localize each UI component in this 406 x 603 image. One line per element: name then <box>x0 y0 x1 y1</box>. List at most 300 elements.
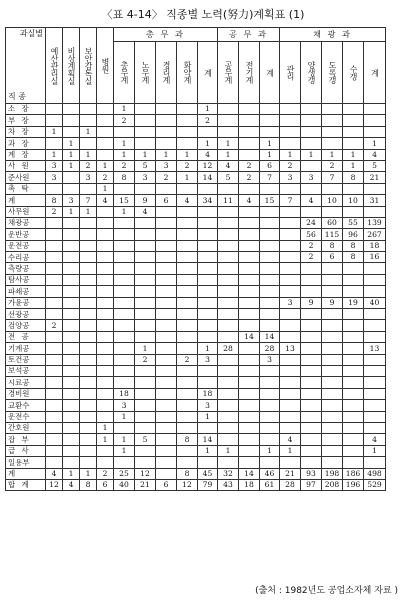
table-cell <box>239 274 260 285</box>
table-cell <box>46 297 63 308</box>
table-cell <box>280 274 301 285</box>
table-row <box>6 263 386 274</box>
table-cell: 1 <box>218 445 239 456</box>
table-cell <box>63 297 80 308</box>
table-cell <box>280 309 301 320</box>
table-cell: 96 <box>343 229 364 240</box>
table-cell: 2 <box>177 354 198 365</box>
table-cell <box>80 320 97 331</box>
table-cell <box>177 457 198 468</box>
table-cell: 1 <box>63 206 80 217</box>
table-cell: 10 <box>322 195 343 206</box>
table-cell: 18 <box>239 479 260 490</box>
table-cell <box>177 343 198 354</box>
table-cell <box>198 377 218 388</box>
table-cell <box>260 297 280 308</box>
table-cell: 6 <box>97 479 114 490</box>
row-label: 운전수 <box>6 411 46 422</box>
table-cell: 1 <box>301 149 322 160</box>
table-cell <box>218 354 239 365</box>
table-cell <box>114 286 135 297</box>
table-cell: 14 <box>239 468 260 479</box>
table-cell <box>198 206 218 217</box>
table-cell <box>364 331 386 342</box>
table-cell <box>135 183 156 194</box>
table-cell <box>239 126 260 137</box>
table-cell: 3 <box>198 354 218 365</box>
table-cell: 4 <box>177 195 198 206</box>
table-cell <box>364 388 386 399</box>
table-cell <box>322 331 343 342</box>
table-cell: 2 <box>97 468 114 479</box>
table-cell: 1 <box>97 422 114 433</box>
table-cell <box>260 434 280 445</box>
table-cell: 1 <box>63 138 80 149</box>
table-cell: 28 <box>260 343 280 354</box>
table-cell: 1 <box>80 206 97 217</box>
table-cell <box>80 217 97 228</box>
table-cell: 498 <box>364 468 386 479</box>
table-cell: 1 <box>97 160 114 171</box>
table-cell <box>301 263 322 274</box>
table-cell <box>280 252 301 263</box>
table-row <box>6 354 386 365</box>
header-row <box>6 28 386 42</box>
table-cell <box>177 183 198 194</box>
table-cell <box>218 274 239 285</box>
table-cell: 6 <box>260 160 280 171</box>
table-cell: 4 <box>301 195 322 206</box>
table-cell: 2 <box>97 172 114 183</box>
column-header <box>198 42 218 104</box>
table-cell <box>301 400 322 411</box>
table-cell <box>218 297 239 308</box>
table-cell: 7 <box>322 172 343 183</box>
table-cell <box>135 286 156 297</box>
table-cell <box>156 183 177 194</box>
table-row <box>6 206 386 217</box>
table-cell <box>343 320 364 331</box>
table-cell <box>364 365 386 376</box>
table-row <box>6 479 386 490</box>
table-cell <box>114 422 135 433</box>
table-cell <box>97 274 114 285</box>
table-cell <box>239 240 260 251</box>
table-cell <box>135 331 156 342</box>
table-row <box>6 115 386 126</box>
column-header <box>218 42 239 104</box>
table-cell <box>156 377 177 388</box>
table-cell <box>156 411 177 422</box>
table-cell: 12 <box>135 468 156 479</box>
row-label: 부 장 <box>6 115 46 126</box>
table-cell <box>198 274 218 285</box>
column-header-label: 계 <box>265 68 275 77</box>
table-row <box>6 468 386 479</box>
table-cell <box>156 138 177 149</box>
table-cell <box>198 457 218 468</box>
table-cell <box>343 343 364 354</box>
table-cell <box>114 229 135 240</box>
table-cell: 1 <box>198 445 218 456</box>
table-cell: 1 <box>114 138 135 149</box>
table-cell <box>364 104 386 115</box>
table-cell <box>46 434 63 445</box>
column-header-label: 도록갱 <box>328 61 337 84</box>
table-cell: 1 <box>198 104 218 115</box>
table-cell: 1 <box>364 138 386 149</box>
table-cell <box>280 388 301 399</box>
table-row <box>6 457 386 468</box>
table-row <box>6 365 386 376</box>
table-cell <box>114 365 135 376</box>
row-label: 준사원 <box>6 172 46 183</box>
table-cell <box>260 388 280 399</box>
table-cell <box>239 206 260 217</box>
table-cell <box>135 320 156 331</box>
corner-bottom-label: 직 종 <box>8 92 26 101</box>
table-cell <box>343 445 364 456</box>
row-label: 경비원 <box>6 388 46 399</box>
table-cell <box>177 274 198 285</box>
column-header <box>46 28 63 104</box>
table-cell: 3 <box>80 172 97 183</box>
table-cell: 18 <box>198 388 218 399</box>
table-cell <box>97 149 114 160</box>
table-cell: 1 <box>343 149 364 160</box>
table-cell <box>301 274 322 285</box>
table-cell <box>364 309 386 320</box>
table-cell <box>80 400 97 411</box>
table-cell <box>198 286 218 297</box>
table-cell: 12 <box>198 160 218 171</box>
row-label: 수리공 <box>6 252 46 263</box>
table-cell: 1 <box>343 160 364 171</box>
table-cell: 1 <box>97 434 114 445</box>
table-cell <box>63 457 80 468</box>
table-cell <box>114 126 135 137</box>
table-row <box>6 377 386 388</box>
table-cell <box>280 138 301 149</box>
table-cell <box>343 138 364 149</box>
table-cell: 1 <box>114 445 135 456</box>
table-cell <box>280 217 301 228</box>
table-cell <box>97 217 114 228</box>
table-cell <box>156 331 177 342</box>
row-label: 계 장 <box>6 149 46 160</box>
table-cell <box>97 457 114 468</box>
table-cell <box>218 217 239 228</box>
table-cell: 2 <box>301 252 322 263</box>
table-cell <box>218 388 239 399</box>
column-header <box>239 42 260 104</box>
table-cell <box>239 149 260 160</box>
table-cell <box>301 126 322 137</box>
row-label: 촉 탁 <box>6 183 46 194</box>
table-cell <box>343 400 364 411</box>
column-header <box>343 42 364 104</box>
table-cell <box>239 320 260 331</box>
table-cell <box>97 240 114 251</box>
column-header-label: 보안감독실 <box>84 46 93 85</box>
table-row <box>6 240 386 251</box>
table-cell <box>239 297 260 308</box>
table-cell <box>80 240 97 251</box>
table-cell: 6 <box>322 252 343 263</box>
table-cell: 2 <box>177 160 198 171</box>
table-cell <box>63 422 80 433</box>
table-cell <box>301 309 322 320</box>
table-cell <box>218 126 239 137</box>
table-cell <box>114 320 135 331</box>
table-cell <box>63 286 80 297</box>
table-cell: 15 <box>114 195 135 206</box>
table-cell <box>322 434 343 445</box>
table-cell <box>218 377 239 388</box>
table-cell <box>260 274 280 285</box>
table-cell: 5 <box>218 172 239 183</box>
column-header <box>280 42 301 104</box>
table-cell <box>280 240 301 251</box>
table-cell <box>156 263 177 274</box>
table-cell <box>46 377 63 388</box>
table-cell: 1 <box>80 126 97 137</box>
table-cell <box>135 274 156 285</box>
table-cell: 4 <box>97 195 114 206</box>
table-cell <box>260 104 280 115</box>
row-label: 사무원 <box>6 206 46 217</box>
labor-plan-table <box>5 27 386 491</box>
table-cell <box>364 263 386 274</box>
table-cell: 3 <box>260 354 280 365</box>
table-cell <box>260 309 280 320</box>
table-cell <box>343 286 364 297</box>
table-cell: 12 <box>177 479 198 490</box>
column-header <box>135 42 156 104</box>
table-cell <box>46 343 63 354</box>
table-cell: 2 <box>46 320 63 331</box>
column-header-label: 계 <box>203 68 213 77</box>
table-cell <box>80 422 97 433</box>
table-cell <box>343 104 364 115</box>
table-cell: 2 <box>239 172 260 183</box>
table-cell <box>343 365 364 376</box>
table-cell <box>218 400 239 411</box>
table-cell <box>301 457 322 468</box>
table-cell <box>135 400 156 411</box>
table-cell: 4 <box>198 149 218 160</box>
table-cell <box>198 320 218 331</box>
row-label: 채광공 <box>6 217 46 228</box>
table-cell <box>135 229 156 240</box>
table-cell <box>239 343 260 354</box>
table-cell: 4 <box>239 195 260 206</box>
table-cell <box>63 126 80 137</box>
table-cell <box>135 411 156 422</box>
table-cell <box>97 320 114 331</box>
table-cell: 8 <box>46 195 63 206</box>
table-cell: 2 <box>80 160 97 171</box>
table-cell <box>80 252 97 263</box>
row-label: 계 <box>6 468 46 479</box>
table-cell <box>239 411 260 422</box>
table-cell <box>46 286 63 297</box>
row-label: 탐사공 <box>6 274 46 285</box>
table-cell <box>280 411 301 422</box>
table-cell <box>156 343 177 354</box>
table-cell <box>46 104 63 115</box>
table-cell <box>177 388 198 399</box>
table-cell <box>343 309 364 320</box>
table-cell <box>198 309 218 320</box>
table-cell <box>156 309 177 320</box>
table-cell <box>80 274 97 285</box>
table-cell <box>46 252 63 263</box>
table-cell <box>46 263 63 274</box>
table-cell <box>322 126 343 137</box>
table-cell: 4 <box>364 434 386 445</box>
row-label: 기계공 <box>6 343 46 354</box>
table-cell: 529 <box>364 479 386 490</box>
table-cell <box>97 388 114 399</box>
table-cell <box>97 309 114 320</box>
table-cell <box>177 126 198 137</box>
table-cell <box>63 377 80 388</box>
table-cell: 9 <box>301 297 322 308</box>
group-header: 공 무 과 <box>218 28 280 42</box>
table-cell <box>156 365 177 376</box>
table-cell: 55 <box>343 217 364 228</box>
table-cell <box>322 422 343 433</box>
table-cell <box>343 457 364 468</box>
table-row <box>6 160 386 171</box>
table-cell <box>177 320 198 331</box>
table-cell <box>364 422 386 433</box>
table-cell <box>135 445 156 456</box>
table-cell: 1 <box>198 411 218 422</box>
table-cell <box>63 172 80 183</box>
table-cell <box>177 252 198 263</box>
table-cell <box>301 422 322 433</box>
table-cell <box>260 252 280 263</box>
table-cell: 43 <box>218 479 239 490</box>
table-cell <box>260 457 280 468</box>
table-row <box>6 400 386 411</box>
table-cell <box>260 115 280 126</box>
table-cell: 8 <box>343 252 364 263</box>
table-cell <box>364 274 386 285</box>
column-header-label: 병원 <box>101 58 110 73</box>
table-cell: 8 <box>177 468 198 479</box>
table-cell <box>46 388 63 399</box>
table-cell: 1 <box>260 149 280 160</box>
table-cell <box>80 104 97 115</box>
table-cell: 1 <box>80 149 97 160</box>
table-cell <box>46 115 63 126</box>
table-cell: 46 <box>260 468 280 479</box>
table-cell <box>156 468 177 479</box>
table-cell: 4 <box>280 434 301 445</box>
table-cell <box>280 422 301 433</box>
table-cell <box>198 297 218 308</box>
table-cell <box>80 309 97 320</box>
column-header-label: 수갱 <box>349 65 358 81</box>
row-label: 선광공 <box>6 309 46 320</box>
column-header-label: 화약계 <box>183 61 192 84</box>
table-cell <box>322 138 343 149</box>
table-cell <box>280 457 301 468</box>
table-cell <box>343 411 364 422</box>
table-cell <box>239 115 260 126</box>
column-header-label: 관리 <box>286 65 295 81</box>
table-cell <box>135 388 156 399</box>
table-cell <box>156 206 177 217</box>
table-cell <box>280 354 301 365</box>
table-cell: 2 <box>114 115 135 126</box>
table-cell <box>177 263 198 274</box>
table-cell <box>63 183 80 194</box>
column-header-label: 공무계 <box>224 61 233 84</box>
table-cell: 28 <box>218 343 239 354</box>
table-cell: 6 <box>156 479 177 490</box>
table-cell: 8 <box>177 434 198 445</box>
table-row <box>6 183 386 194</box>
table-cell: 1 <box>114 434 135 445</box>
row-label: 사 원 <box>6 160 46 171</box>
table-cell <box>364 354 386 365</box>
table-cell <box>97 411 114 422</box>
row-label: 측량공 <box>6 263 46 274</box>
table-cell <box>63 229 80 240</box>
table-cell <box>46 309 63 320</box>
table-cell: 7 <box>260 172 280 183</box>
table-row <box>6 320 386 331</box>
table-cell <box>364 126 386 137</box>
table-cell <box>156 286 177 297</box>
table-cell <box>80 445 97 456</box>
table-cell: 3 <box>280 172 301 183</box>
table-cell: 2 <box>239 160 260 171</box>
table-cell: 3 <box>280 297 301 308</box>
table-cell <box>218 320 239 331</box>
table-row <box>6 388 386 399</box>
table-cell <box>80 263 97 274</box>
table-cell <box>97 400 114 411</box>
table-cell <box>114 183 135 194</box>
table-cell <box>156 422 177 433</box>
table-cell <box>280 377 301 388</box>
table-cell <box>218 104 239 115</box>
table-cell <box>198 365 218 376</box>
column-header-label: 예산관리실 <box>50 46 59 85</box>
table-cell <box>177 115 198 126</box>
table-cell <box>280 115 301 126</box>
table-cell <box>322 263 343 274</box>
table-cell <box>301 286 322 297</box>
table-cell <box>343 126 364 137</box>
table-cell <box>322 183 343 194</box>
table-cell <box>80 297 97 308</box>
table-cell <box>114 343 135 354</box>
table-cell <box>301 160 322 171</box>
table-cell <box>135 377 156 388</box>
table-cell: 2 <box>46 206 63 217</box>
table-cell: 3 <box>198 400 218 411</box>
table-cell <box>156 126 177 137</box>
table-cell <box>63 445 80 456</box>
table-cell <box>322 309 343 320</box>
table-cell <box>114 309 135 320</box>
